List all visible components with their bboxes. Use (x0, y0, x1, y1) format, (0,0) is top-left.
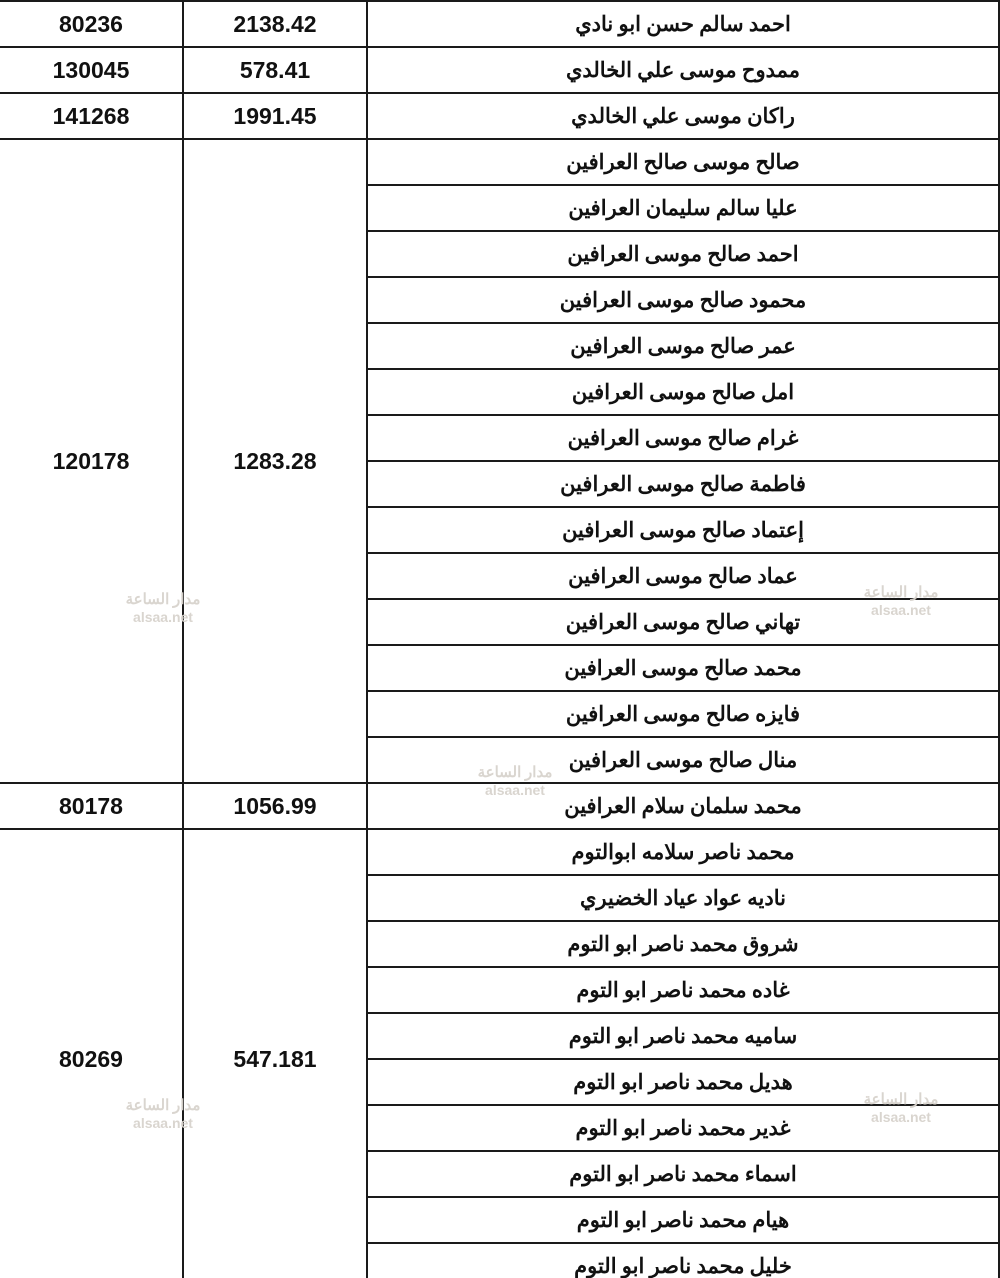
watermark-line-2: alsaa.net (871, 1109, 931, 1126)
amount-cell: 1991.45 (183, 93, 367, 139)
watermark-line-1: مدار الساعة (477, 765, 553, 781)
name-cell: امل صالح موسى العرافين (367, 369, 999, 415)
name-cell: عليا سالم سليمان العرافين (367, 185, 999, 231)
name-cell: اسماء محمد ناصر ابو التوم (367, 1151, 999, 1197)
name-cell: شروق محمد ناصر ابو التوم (367, 921, 999, 967)
amount-cell: 1056.99 (183, 783, 367, 829)
name-cell: تهاني صالح موسى العرافين (367, 599, 999, 645)
name-cell: عماد صالح موسى العرافين (367, 553, 999, 599)
name-cell: احمد سالم حسن ابو نادي (367, 1, 999, 47)
watermark-line-1: مدار الساعة (863, 585, 939, 601)
name-cell: هديل محمد ناصر ابو التوم (367, 1059, 999, 1105)
watermark-line-2: alsaa.net (871, 602, 931, 619)
amount-cell: 2138.42 (183, 1, 367, 47)
watermark-line-2: alsaa.net (133, 1115, 193, 1132)
name-cell: محمد سلمان سلام العرافين (367, 783, 999, 829)
watermark-line-2: alsaa.net (133, 609, 193, 626)
name-cell: فايزه صالح موسى العرافين (367, 691, 999, 737)
name-cell: منال صالح موسى العرافين (367, 737, 999, 783)
table-row (0, 1, 999, 47)
number-cell: 120178 (0, 139, 183, 783)
name-cell: غدير محمد ناصر ابو التوم (367, 1105, 999, 1151)
table-row (0, 47, 999, 93)
name-cell: غرام صالح موسى العرافين (367, 415, 999, 461)
number-cell: 80236 (0, 1, 183, 47)
watermark-line-1: مدار الساعة (125, 592, 201, 608)
name-cell: هيام محمد ناصر ابو التوم (367, 1197, 999, 1243)
name-cell: إعتماد صالح موسى العرافين (367, 507, 999, 553)
table-row (0, 829, 999, 875)
name-cell: فاطمة صالح موسى العرافين (367, 461, 999, 507)
table-row (0, 139, 999, 185)
table-body (0, 1, 999, 1278)
name-cell: ناديه عواد عياد الخضيري (367, 875, 999, 921)
watermark-line-2: alsaa.net (485, 782, 545, 799)
name-cell: ممدوح موسى علي الخالدي (367, 47, 999, 93)
name-cell: راكان موسى علي الخالدي (367, 93, 999, 139)
name-cell: احمد صالح موسى العرافين (367, 231, 999, 277)
name-cell: ساميه محمد ناصر ابو التوم (367, 1013, 999, 1059)
table-row (0, 93, 999, 139)
amount-cell: 578.41 (183, 47, 367, 93)
table-row (0, 783, 999, 829)
name-cell: محمد ناصر سلامه ابوالتوم (367, 829, 999, 875)
watermark-line-1: مدار الساعة (125, 1098, 201, 1114)
name-cell: عمر صالح موسى العرافين (367, 323, 999, 369)
name-cell: صالح موسى صالح العرافين (367, 139, 999, 185)
name-cell: غاده محمد ناصر ابو التوم (367, 967, 999, 1013)
watermark-line-1: مدار الساعة (863, 1092, 939, 1108)
number-cell: 80178 (0, 783, 183, 829)
number-cell: 130045 (0, 47, 183, 93)
number-cell: 141268 (0, 93, 183, 139)
amount-cell: 547.181 (183, 829, 367, 1278)
name-cell: محمد صالح موسى العرافين (367, 645, 999, 691)
name-cell: محمود صالح موسى العرافين (367, 277, 999, 323)
name-cell: خليل محمد ناصر ابو التوم (367, 1243, 999, 1278)
amount-cell: 1283.28 (183, 139, 367, 783)
number-cell: 80269 (0, 829, 183, 1278)
